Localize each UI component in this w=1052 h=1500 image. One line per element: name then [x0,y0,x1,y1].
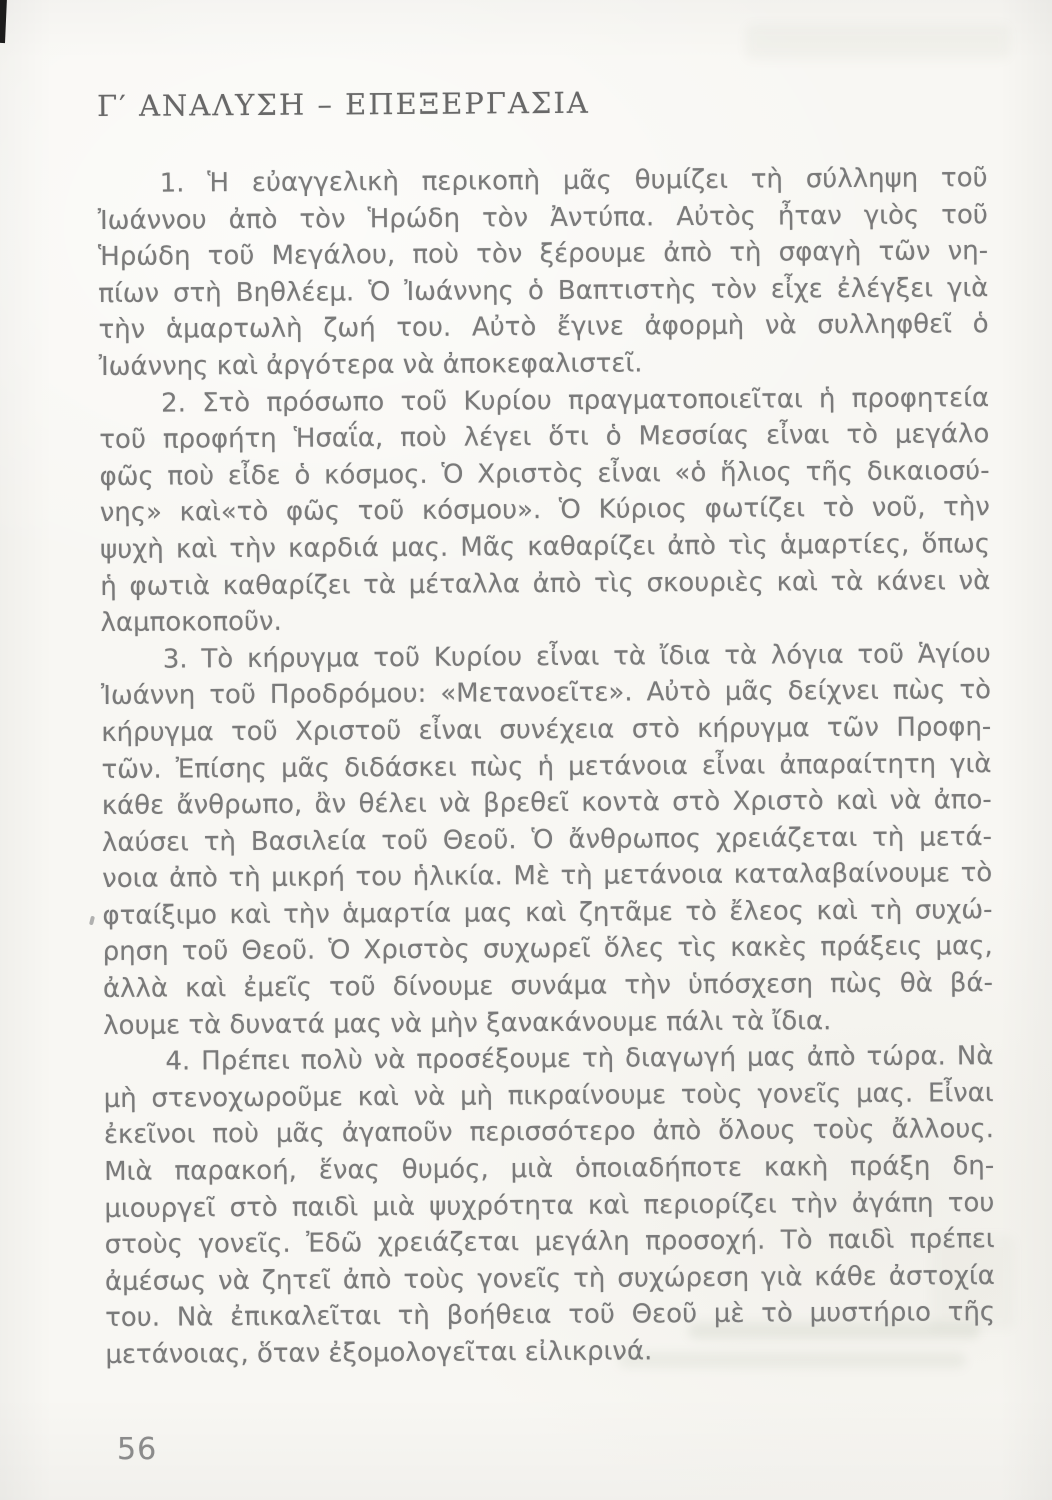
text-line: φῶς ποὺ εἶδε ὁ κόσμος. Ὁ Χριστὸς εἶναι «ὁ ἥλιος τῆς δικαιοσύ- [99,455,990,492]
page-content [97,82,996,1373]
text-line: Ἰωάννη τοῦ Προδρόμου: «Μετανοεῖτε». Αὐτὸ μᾶς δείχνει πὼς τὸ [100,675,992,712]
text-line: νοια ἀπὸ τὴ μικρή του ἡλικία. Μὲ τὴ μετάνοια καταλαβαίνουμε τὸ [102,858,993,895]
text-line: 2. Στὸ πρόσωπο τοῦ Κυρίου πραγματοποιεῖται ἡ προφητεία [160,382,990,419]
text-line: φταίξιμο καὶ τὴν ἁμαρτία μας καὶ ζητᾶμε τὸ ἔλεος καὶ τὴ συχώ- [102,894,993,931]
text-body [98,160,996,1373]
bleed-through-artifact [745,24,1010,60]
text-line: 3. Τὸ κήρυγμα τοῦ Κυρίου εἶναι τὰ ἴδια τὰ λόγια τοῦ Ἁγίου [162,638,991,675]
stray-mark [89,916,95,926]
text-line: τῶν. Ἐπίσης μᾶς διδάσκει πὼς ἡ μετάνοια εἶναι ἀπαραίτητη γιὰ [101,748,992,785]
text-line: μὴ στενοχωροῦμε καὶ νὰ μὴ πικραίνουμε τοὺς γονεῖς μας. Εἶναι [103,1077,994,1114]
text-line: λαύσει τὴ Βασιλεία τοῦ Θεοῦ. Ὁ ἄνθρωπος χρειάζεται τὴ μετά- [101,821,993,858]
text-line: κήρυγμα τοῦ Χριστοῦ εἶναι συνέχεια στὸ κήρυγμα τῶν Προφη- [101,711,992,748]
page-number: 56 [117,1432,158,1467]
text-line: νης» καὶ«τὸ φῶς τοῦ κόσμου». Ὁ Κύριος φωτίζει τὸ νοῦ, τὴν [99,492,990,529]
text-line: Ἡρώδη τοῦ Μεγάλου, ποὺ τὸν ξέρουμε ἀπὸ τὴ σφαγὴ τῶν νη- [98,236,989,273]
text-line: μιουργεῖ στὸ παιδὶ μιὰ ψυχρότητα καὶ περιορίζει τὴν ἀγάπη του [104,1187,995,1224]
text-line: ψυχὴ καὶ τὴν καρδιά μας. Μᾶς καθαρίζει ἀπὸ τὶς ἁμαρτίες, ὅπως [99,529,991,565]
text-line: στοὺς γονεῖς. Ἐδῶ χρειάζεται μεγάλη προσοχή. Τὸ παιδὶ πρέπει [104,1224,995,1261]
text-line: κάθε ἄνθρωπο, ἂν θέλει νὰ βρεθεῖ κοντὰ στὸ Χριστὸ καὶ νὰ ἀπο- [101,785,992,822]
text-line: τὴν ἁμαρτωλὴ ζωή του. Αὐτὸ ἔγινε ἀφορμὴ νὰ συλληφθεῖ ὁ [98,309,989,346]
text-line: Ἰωάννου ἀπὸ τὸν Ἡρώδη τὸν Ἀντύπα. Αὐτὸς ἦταν γιὸς τοῦ [97,199,988,236]
text-line: του. Νὰ ἐπικαλεῖται τὴ βοήθεια τοῦ Θεοῦ μὲ τὸ μυστήριο τῆς [105,1297,996,1334]
section-heading: Γ′ ΑΝΑΛΥΣΗ – ΕΠΕΞΕΡΓΑΣΙΑ [97,85,590,123]
text-line: ἡ φωτιὰ καθαρίζει τὰ μέταλλα ἀπὸ τὶς σκουριὲς καὶ τὰ κάνει νὰ [100,565,991,602]
text-line: ρηση τοῦ Θεοῦ. Ὁ Χριστὸς συχωρεῖ ὅλες τὶς κακὲς πράξεις μας, [102,931,993,968]
text-line: 1. Ἡ εὐαγγελικὴ περικοπὴ μᾶς θυμίζει τὴ σύλληψη τοῦ [159,163,988,199]
text-line: τοῦ προφήτη Ἡσαΐα, ποὺ λέγει ὅτι ὁ Μεσσίας εἶναι τὸ μεγάλο [99,419,990,456]
text-line: ἐκεῖνοι ποὺ μᾶς ἀγαποῦν περισσότερο ἀπὸ ὅλους τοὺς ἄλλους. [103,1114,995,1151]
text-line: λαμποκοποῦν. [100,606,282,639]
text-line: Ἰωάννης καὶ ἀργότερα νὰ ἀποκεφαλιστεῖ. [98,348,643,382]
text-line: λουμε τὰ δυνατά μας νὰ μὴν ξανακάνουμε πάλι τὰ ἴδια. [103,1005,832,1041]
text-line: 4. Πρέπει πολὺ νὰ προσέξουμε τὴ διαγωγή μας ἀπὸ τώρα. Νὰ [165,1041,994,1077]
text-line: Μιὰ παρακοή, ἕνας θυμός, μιὰ ὁποιαδήποτε κακὴ πράξη δη- [104,1151,995,1188]
text-line: πίων στὴ Βηθλέεμ. Ὁ Ἰωάννης ὁ Βαπτιστὴς τὸν εἶχε ἐλέγξει γιὰ [98,272,989,309]
scan-edge-artifact [0,0,7,43]
text-line: μετάνοιας, ὅταν ἐξομολογεῖται εἰλικρινά. [105,1336,653,1370]
text-line: ἀλλὰ καὶ ἐμεῖς τοῦ δίνουμε συνάμα τὴν ὑπόσχεση πὼς θὰ βά- [102,968,994,1005]
text-line: ἀμέσως νὰ ζητεῖ ἀπὸ τοὺς γονεῖς τὴ συχώρεση γιὰ κάθε ἀστοχία [104,1260,995,1297]
